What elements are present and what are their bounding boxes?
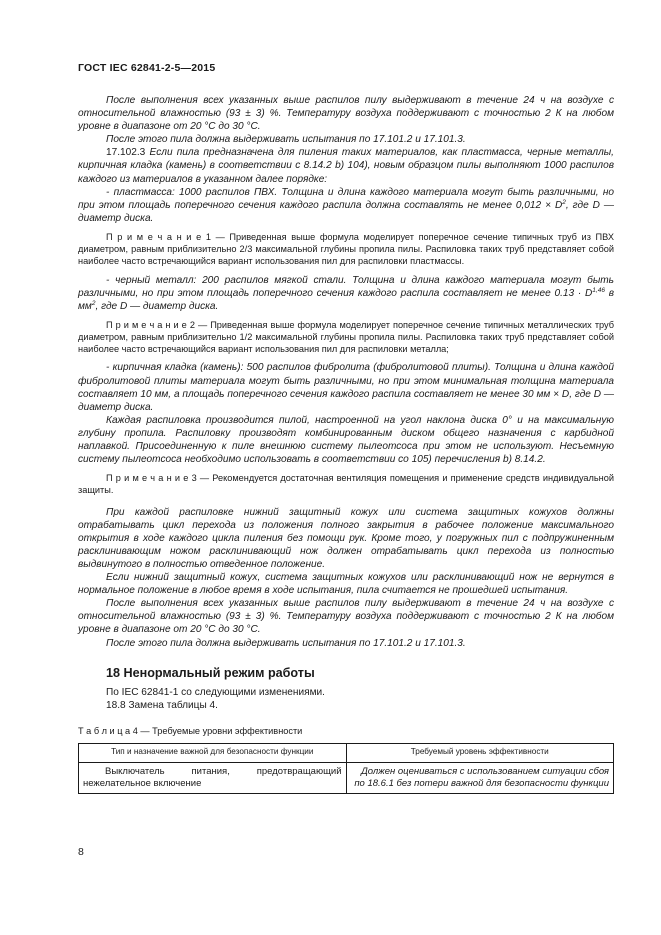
list-item-brick: - кирпичная кладка (камень): 500 распилов фибролита (фибролитовой плиты). Толщина и длина каждой фибролитовой плиты материала могут быть различными, но при этом минимальная толщина материала составляет 10 мм, а площадь поперечного сечения каждого распила составляет не менее 30 мм × D, где D — диаметр диска. bbox=[78, 362, 614, 413]
text: , где D — диаметр диска. bbox=[78, 199, 614, 224]
table-row bbox=[79, 762, 614, 793]
list-item-plastic bbox=[78, 186, 614, 225]
page-content bbox=[78, 94, 614, 794]
text: - черный металл: 200 распилов мягкой стали. Толщина и длина каждого материала могут быть различными, но при этом площадь поперечного сечения каждого распила составляет не менее 0.13 · D bbox=[78, 274, 614, 299]
paragraph: После этого пила должна выдерживать испытания по 17.101.2 и 17.101.3. bbox=[106, 134, 466, 146]
column-header: Требуемый уровень эффективности bbox=[346, 743, 614, 762]
table-cell: Выключатель питания, предотвращающий нежелательное включение bbox=[79, 762, 347, 793]
note-label: П р и м е ч а н и е 1 bbox=[106, 231, 211, 242]
paragraph: После этого пила должна выдерживать испытания по 17.101.2 и 17.101.3. bbox=[106, 637, 466, 649]
text: , где D — диаметр диска. bbox=[95, 300, 219, 312]
paragraph: Если нижний защитный кожух, система защитных кожухов или расклинивающий нож не вернутся в нормальное положение в любое время в ходе испытания, пила считается не прошедшей испытания. bbox=[78, 572, 614, 597]
superscript: 2 bbox=[562, 198, 566, 206]
performance-table bbox=[78, 743, 614, 794]
note-text: — Приведенная выше формула моделирует поперечное сечение типичных труб из ПВХ диаметром, равным приблизительно 2/3 максимальной глубины пропила пилы. Распиловка таких труб представляет собой наиболее часто встречающийся вариант использования пил для распиловки пластмассы. bbox=[78, 231, 614, 267]
paragraph: После выполнения всех указанных выше распилов пилу выдерживают в течение 24 ч на воздухе с относительной влажностью (93 ± 3) %. Температуру воздуха поддерживают с точностью 2 К на любом уровне в диапазоне от 20 °C до 30 °C. bbox=[78, 598, 614, 636]
page-number: 8 bbox=[78, 846, 84, 858]
table-header-row bbox=[79, 743, 614, 762]
clause-17-102-3 bbox=[78, 146, 614, 185]
section-line: 18.8 Замена таблицы 4. bbox=[106, 699, 218, 711]
paragraph: Каждая распиловка производится пилой, настроенной на угол наклона диска 0° и на максимальную глубину пропила. Распиловку производят комбинированным диском общего назначения с карбидной наплавкой. Присоединенную к пиле внешнюю систему пылеотсоса при этом не используют. Несъемную систему пылеотсоса необходимо использовать в соответствии со 105) перечисления b) 8.14.2. bbox=[78, 414, 614, 466]
caption-label: Т а б л и ц а bbox=[78, 725, 131, 736]
text: в мм bbox=[78, 287, 614, 312]
superscript: 1,46 bbox=[592, 286, 605, 294]
column-header: Тип и назначение важной для безопасности функции bbox=[79, 743, 347, 762]
document-header: ГОСТ IEC 62841-2-5—2015 bbox=[78, 62, 216, 74]
caption-text: 4 — Требуемые уровни эффективности bbox=[130, 725, 303, 736]
section-heading: 18 Ненормальный режим работы bbox=[106, 665, 315, 680]
superscript: 2 bbox=[91, 299, 96, 307]
note-text: — Приведенная выше формула моделирует поперечное сечение типичных металлических труб диаметром, равным приблизительно 1/2 максимальной глубины пропила пилы. Распиловка таких труб представляет собой наиболее часто встречающийся вариант использования пил для распиловки металла; bbox=[78, 319, 614, 355]
table-cell: Должен оцениваться с использованием ситуации сбоя по 18.6.1 без потери важной для безопасности функции bbox=[346, 762, 614, 793]
note-text: — Рекомендуется достаточная вентиляция помещения и применение средств индивидуальной защиты. bbox=[78, 473, 615, 496]
paragraph: При каждой распиловке нижний защитный кожух или система защитных кожухов должны отрабатывать цикл перехода из положения полного закрытия в рабочее положение максимального открытия в ходе каждого цикла пиления без помощи рук. Кроме того, у погружных пил с подпружиненным расклинивающим ножом расклинивающий нож должен отрабатывать цикл перехода из полностью выдвинутого в полностью отведенное положение. bbox=[78, 506, 614, 570]
list-item-metal bbox=[78, 274, 614, 313]
clause-number: 17.102.3 bbox=[106, 147, 146, 159]
clause-text: Если пила предназначена для пиления таких материалов, как пластмасса, черные металлы, кирпичная кладка (камень) в соответствии с 8.14.2 b) 104), новым образцом пилы выполняют 1000 распилов каждого из материалов в указанном далее порядке: bbox=[78, 147, 614, 185]
note-label: П р и м е ч а н и е 2 bbox=[106, 319, 195, 330]
note-2 bbox=[78, 319, 614, 356]
table-caption bbox=[78, 725, 614, 737]
note-label: П р и м е ч а н и е 3 bbox=[106, 473, 197, 484]
note-1 bbox=[78, 231, 614, 268]
paragraph: После выполнения всех указанных выше распилов пилу выдерживают в течение 24 ч на воздухе с относительной влажностью (93 ± 3) %. Температуру воздуха поддерживают с точностью 2 К на любом уровне в диапазоне от 20 °C до 30 °C. bbox=[78, 95, 614, 133]
section-line: По IEC 62841-1 со следующими изменениями. bbox=[106, 686, 325, 698]
note-3 bbox=[78, 472, 614, 496]
text: - пластмасса: 1000 распилов ПВХ. Толщина и длина каждого материала могут быть различными, но при этом площадь поперечного сечения каждого распила должна составлять не менее 0,012 × D bbox=[78, 186, 614, 211]
